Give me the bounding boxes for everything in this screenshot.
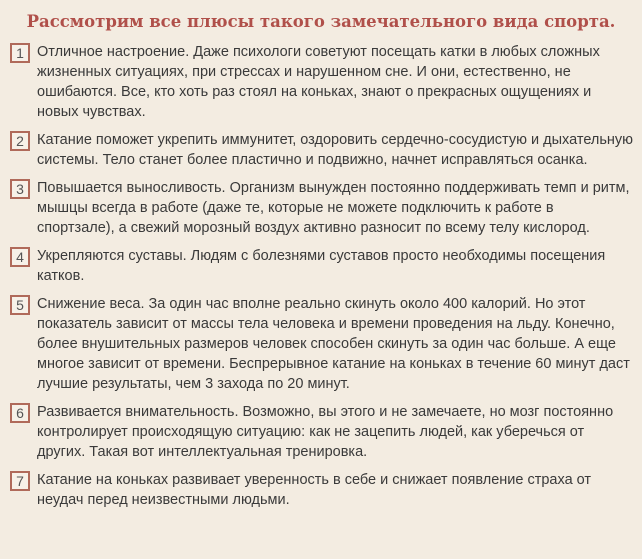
list-item — [10, 294, 638, 394]
item-number-badge: 4 — [10, 247, 30, 267]
item-number-badge: 6 — [10, 403, 30, 423]
list-item — [10, 42, 638, 122]
item-number-badge: 3 — [10, 179, 30, 199]
item-text: Повышается выносливость. Организм вынужден постоянно поддерживать темп и ритм, мышцы всегда в работе (даже те, которые не можете подключить к работе в спортзале), а свежий морозный воздух активно разносит по всему телу кислород. — [37, 180, 630, 236]
item-text: Развивается внимательность. Возможно, вы этого и не замечаете, но мозг постоянно контролирует происходящую ситуацию: как не зацепить людей, как уберечься от других. Такая вот интеллектуальная тренировка. — [37, 404, 614, 460]
list-item — [10, 246, 638, 286]
list-item — [10, 178, 638, 238]
list-item — [10, 402, 638, 462]
item-text: Снижение веса. За один час вполне реально скинуть около 400 калорий. Но этот показатель зависит от массы тела человека и времени проведения на льду. Конечно, более внушительных размеров человек способен скинуть за один час больше. А еще многое зависит от времени. Беспрерывное катание на коньках в течение 60 минут даст лучшие результаты, чем 3 захода по 20 минут. — [37, 296, 630, 392]
item-text: Катание поможет укрепить иммунитет, оздоровить сердечно-сосудистую и дыхательную системы. Тело станет более пластично и подвижно, начнет исправляться осанка. — [37, 132, 634, 168]
list-item — [10, 130, 638, 170]
page-title: Рассмотрим все плюсы такого замечательного вида спорта. — [26, 12, 616, 31]
list-item — [10, 470, 638, 510]
item-number-badge: 7 — [10, 471, 30, 491]
item-text: Укрепляются суставы. Людям с болезнями суставов просто необходимы посещения катков. — [37, 248, 606, 284]
item-number-badge: 5 — [10, 295, 30, 315]
item-number-badge: 2 — [10, 131, 30, 151]
item-text: Отличное настроение. Даже психологи советуют посещать катки в любых сложных жизненных ситуациях, при стрессах и нарушенном сне. И они, естественно, не ошибаются. Все, кто хоть раз стоял на коньках, знают о прекрасных ощущениях и новых чувствах. — [37, 44, 600, 120]
item-number-badge: 1 — [10, 43, 30, 63]
benefits-list — [10, 42, 638, 518]
item-text: Катание на коньках развивает уверенность в себе и снижает появление страха от неудач перед неизвестными людьми. — [37, 472, 592, 508]
